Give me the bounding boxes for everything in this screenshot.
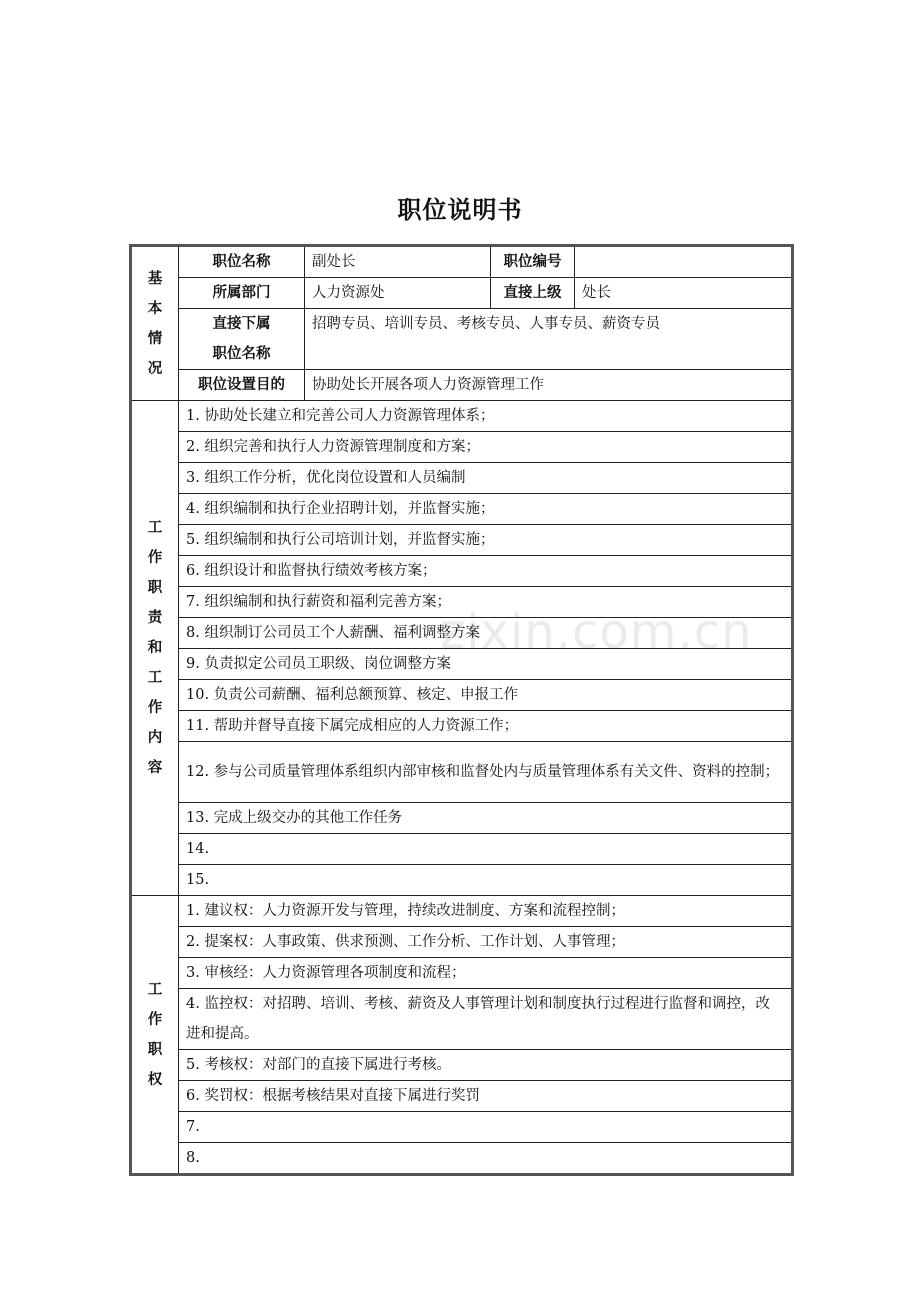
duty-item: 9. 负责拟定公司员工职级、岗位调整方案 bbox=[179, 649, 793, 680]
duty-item: 10. 负责公司薪酬、福利总额预算、核定、申报工作 bbox=[179, 680, 793, 711]
duty-item: 14. bbox=[179, 834, 793, 865]
watermark: zixin.com.cn bbox=[440, 604, 753, 660]
department-value: 人力资源处 bbox=[305, 278, 491, 309]
duty-item: 5. 组织编制和执行公司培训计划，并监督实施； bbox=[179, 525, 793, 556]
authority-item: 1. 建议权：人力资源开发与管理，持续改进制度、方案和流程控制； bbox=[179, 896, 793, 927]
duty-item: 7. 组织编制和执行薪资和福利完善方案； bbox=[179, 587, 793, 618]
subordinates-label-line-1: 直接下属 bbox=[212, 316, 271, 332]
department-label: 所属部门 bbox=[179, 278, 305, 309]
authority-item: 4. 监控权：对招聘、培训、考核、薪资及人事管理计划和制度执行过程进行监督和调控，改进和提高。 bbox=[179, 989, 793, 1050]
authority-item: 8. bbox=[179, 1143, 793, 1175]
authority-item: 5. 考核权：对部门的直接下属进行考核。 bbox=[179, 1050, 793, 1081]
position-name-value: 副处长 bbox=[305, 246, 491, 278]
subordinates-label bbox=[179, 309, 305, 370]
authority-item: 2. 提案权：人事政策、供求预测、工作分析、工作计划、人事管理； bbox=[179, 927, 793, 958]
duty-item: 1. 协助处长建立和完善公司人力资源管理体系； bbox=[179, 401, 793, 432]
position-code-label: 职位编号 bbox=[491, 246, 575, 278]
subordinates-value: 招聘专员、培训专员、考核专员、人事专员、薪资专员 bbox=[305, 309, 793, 370]
section-basic-label: 基本情况 bbox=[147, 270, 163, 377]
authority-item: 3. 审核经：人力资源管理各项制度和流程； bbox=[179, 958, 793, 989]
authority-item: 7. bbox=[179, 1112, 793, 1143]
authority-item: 6. 奖罚权：根据考核结果对直接下属进行奖罚 bbox=[179, 1081, 793, 1112]
section-basic-info bbox=[131, 246, 179, 401]
position-name-label: 职位名称 bbox=[179, 246, 305, 278]
section-authority bbox=[131, 896, 179, 1175]
duty-item: 13. 完成上级交办的其他工作任务 bbox=[179, 803, 793, 834]
position-code-value bbox=[575, 246, 793, 278]
subordinates-label-line-2: 职位名称 bbox=[212, 346, 271, 362]
duty-item: 8. 组织制订公司员工个人薪酬、福利调整方案 bbox=[179, 618, 793, 649]
duty-item: 12. 参与公司质量管理体系组织内部审核和监督处内与质量管理体系有关文件、资料的控制； bbox=[179, 742, 793, 803]
section-authority-label: 工作职权 bbox=[147, 981, 163, 1088]
duty-item: 11. 帮助并督导直接下属完成相应的人力资源工作； bbox=[179, 711, 793, 742]
document-title: 职位说明书 bbox=[397, 196, 523, 224]
duty-item: 4. 组织编制和执行企业招聘计划，并监督实施； bbox=[179, 494, 793, 525]
supervisor-value: 处长 bbox=[575, 278, 793, 309]
job-description-table bbox=[129, 244, 794, 1176]
section-duties bbox=[131, 401, 179, 896]
duty-item: 3. 组织工作分析，优化岗位设置和人员编制 bbox=[179, 463, 793, 494]
duty-item: 2. 组织完善和执行人力资源管理制度和方案； bbox=[179, 432, 793, 463]
supervisor-label: 直接上级 bbox=[491, 278, 575, 309]
duty-item: 6. 组织设计和监督执行绩效考核方案； bbox=[179, 556, 793, 587]
section-duties-label: 工作职责和工作内容 bbox=[147, 520, 163, 776]
purpose-value: 协助处长开展各项人力资源管理工作 bbox=[305, 370, 793, 401]
purpose-label: 职位设置目的 bbox=[179, 370, 305, 401]
duty-item: 15. bbox=[179, 865, 793, 896]
